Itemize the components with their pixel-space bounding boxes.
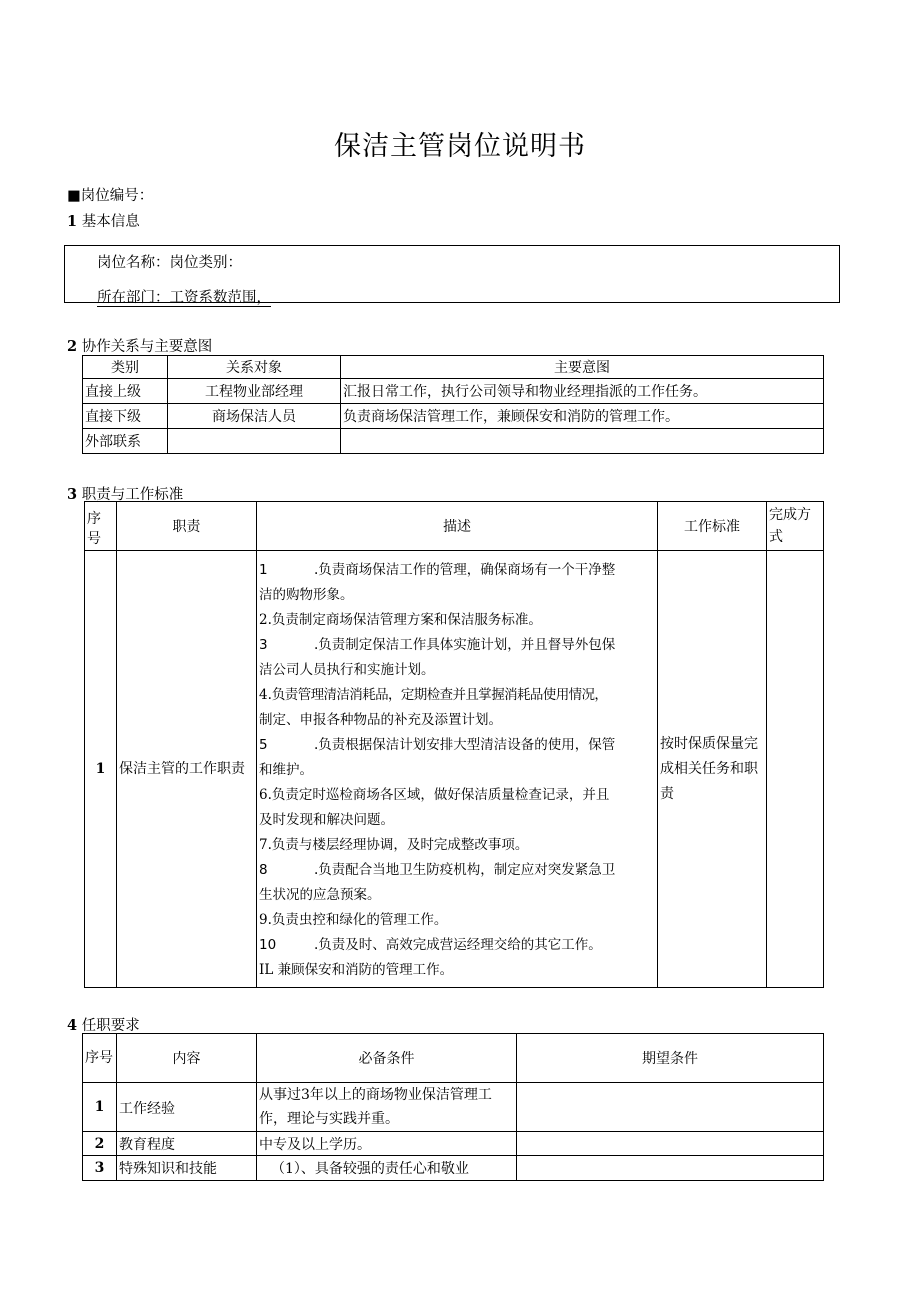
section3-number: 3 <box>67 486 78 503</box>
section4-heading <box>67 1014 140 1035</box>
row-duty <box>117 551 257 988</box>
table-row <box>85 551 824 988</box>
desc-item-num: IL <box>259 961 274 978</box>
duties-header-row <box>85 502 824 551</box>
row-content: 特殊知识和技能 <box>117 1156 257 1181</box>
desc-item <box>259 858 655 883</box>
section2-number: 2 <box>67 338 78 355</box>
col-header-target: 关系对象 <box>168 356 341 379</box>
row-intent: 汇报日常工作，执行公司领导和物业经理指派的工作任务。 <box>341 379 824 404</box>
desc-item-text: 负责定时巡检商场各区域，做好保洁质量检查记录，并且 <box>271 786 610 803</box>
section3-title: 职责与工作标准 <box>81 487 184 503</box>
table-row <box>83 1132 824 1156</box>
desc-item-cont: 制定、申报各种物品的补充及添置计划。 <box>259 711 502 728</box>
desc-item-text: .负责及时、高效完成营运经理交给的其它工作。 <box>314 936 602 953</box>
desc-item-cont: 及时发现和解决问题。 <box>259 811 394 828</box>
row-required: （1）、具备较强的责任心和敬业 <box>257 1156 517 1181</box>
section4-title: 任职要求 <box>81 1018 140 1034</box>
section4-number: 4 <box>67 1017 78 1034</box>
col-header-content: 内容 <box>117 1034 257 1083</box>
desc-item-text: 负责与楼层经理协调，及时完成整改事项。 <box>271 836 529 853</box>
row-intent: 负责商场保洁管理工作，兼顾保安和消防的管理工作。 <box>341 404 824 429</box>
table-row <box>83 1083 824 1132</box>
desc-item-text: .负责根据保洁计划安排大型清洁设备的使用，保管 <box>314 736 616 753</box>
desc-item-text: 负责管理清洁消耗品，定期检查并且掌握消耗品使用情况， <box>271 686 608 703</box>
cooperation-header-row <box>83 356 824 379</box>
row-expected <box>517 1083 824 1132</box>
col-header-no: 序号 <box>83 1034 117 1083</box>
desc-item <box>259 608 655 633</box>
basic-info-line-2-text: 所在部门：工资系数范围， <box>97 290 271 306</box>
desc-item-text: 负责虫控和绿化的管理工作。 <box>271 911 448 928</box>
desc-item-cont: 洁公司人员执行和实施计划。 <box>259 661 435 678</box>
duties-table <box>84 501 824 988</box>
requirements-table <box>82 1033 824 1181</box>
desc-item-num: 4. <box>259 686 272 703</box>
section1-number: 1 <box>67 213 78 230</box>
col-header-method: 完成方式 <box>767 502 824 551</box>
desc-item-cont: 洁的购物形象。 <box>259 586 354 603</box>
desc-item-num: 3 <box>259 636 268 653</box>
desc-item <box>259 683 655 708</box>
row-category: 直接下级 <box>83 404 168 429</box>
desc-item-text: 兼顾保安和消防的管理工作。 <box>277 961 454 978</box>
row-no: 1 <box>85 551 117 988</box>
section2-title: 协作关系与主要意图 <box>81 339 213 355</box>
requirements-header-row <box>83 1034 824 1083</box>
desc-item <box>259 783 655 808</box>
desc-item <box>259 733 655 758</box>
desc-item <box>259 933 655 958</box>
col-header-duty: 职责 <box>117 502 257 551</box>
row-category: 直接上级 <box>83 379 168 404</box>
row-expected <box>517 1132 824 1156</box>
desc-item-num: 5 <box>259 736 268 753</box>
row-standard <box>658 551 767 988</box>
desc-item <box>259 633 655 658</box>
col-header-standard: 工作标准 <box>658 502 767 551</box>
desc-item-num: 9. <box>259 911 272 928</box>
row-expected <box>517 1156 824 1181</box>
row-target: 商场保洁人员 <box>168 404 341 429</box>
row-content: 教育程度 <box>117 1132 257 1156</box>
table-row <box>83 1156 824 1181</box>
desc-item-num: 2. <box>259 611 272 628</box>
row-desc <box>257 551 658 988</box>
desc-item-num: 6. <box>259 786 272 803</box>
row-content: 工作经验 <box>117 1083 257 1132</box>
table-row <box>83 379 824 404</box>
desc-item-num: 8 <box>259 861 268 878</box>
col-header-no: 序号 <box>85 502 117 551</box>
row-no: 1 <box>83 1083 117 1132</box>
desc-item <box>259 958 655 983</box>
table-row <box>83 404 824 429</box>
desc-item-text: .负责配合当地卫生防疫机构，制定应对突发紧急卫 <box>314 861 616 878</box>
row-intent <box>341 429 824 454</box>
desc-item-text: .负责制定保洁工作具体实施计划，并且督导外包保 <box>314 636 616 653</box>
section2-heading <box>67 335 212 356</box>
col-header-category: 类别 <box>83 356 168 379</box>
desc-item <box>259 558 655 583</box>
desc-item-num: 10 <box>259 936 277 953</box>
position-code-label: ■岗位编号： <box>67 188 154 204</box>
row-required: 从事过3年以上的商场物业保洁管理工作，理论与实践并重。 <box>257 1083 517 1132</box>
col-header-desc: 描述 <box>257 502 658 551</box>
section1-heading <box>67 210 140 231</box>
col-header-intent: 主要意图 <box>341 356 824 379</box>
col-header-required: 必备条件 <box>257 1034 517 1083</box>
row-category: 外部联系 <box>83 429 168 454</box>
desc-item-cont: 生状况的应急预案。 <box>259 886 381 903</box>
desc-item <box>259 833 655 858</box>
page-title: 保洁主管岗位说明书 <box>334 131 586 162</box>
section1-title: 基本信息 <box>81 214 140 230</box>
basic-info-line-1: 岗位名称：岗位类别： <box>97 255 242 271</box>
basic-info-line-2 <box>97 286 271 307</box>
row-no: 3 <box>83 1156 117 1181</box>
desc-item-text: 负责制定商场保洁管理方案和保洁服务标准。 <box>271 611 542 628</box>
cooperation-table <box>82 355 824 454</box>
row-duty-text: 保洁主管的工作职责 <box>119 760 245 777</box>
row-no: 2 <box>83 1132 117 1156</box>
row-required: 中专及以上学历。 <box>257 1132 517 1156</box>
basic-info-box <box>64 245 840 306</box>
desc-item-num: 1 <box>259 561 268 578</box>
row-method <box>767 551 824 988</box>
desc-item-text: .负责商场保洁工作的管理，确保商场有一个干净整 <box>314 561 616 578</box>
row-target <box>168 429 341 454</box>
row-target: 工程物业部经理 <box>168 379 341 404</box>
desc-item <box>259 908 655 933</box>
desc-item-cont: 和维护。 <box>259 761 313 778</box>
col-header-expected: 期望条件 <box>517 1034 824 1083</box>
desc-item-num: 7. <box>259 836 272 853</box>
table-row <box>83 429 824 454</box>
row-standard-text: 按时保质保量完成相关任务和职责 <box>660 735 758 802</box>
